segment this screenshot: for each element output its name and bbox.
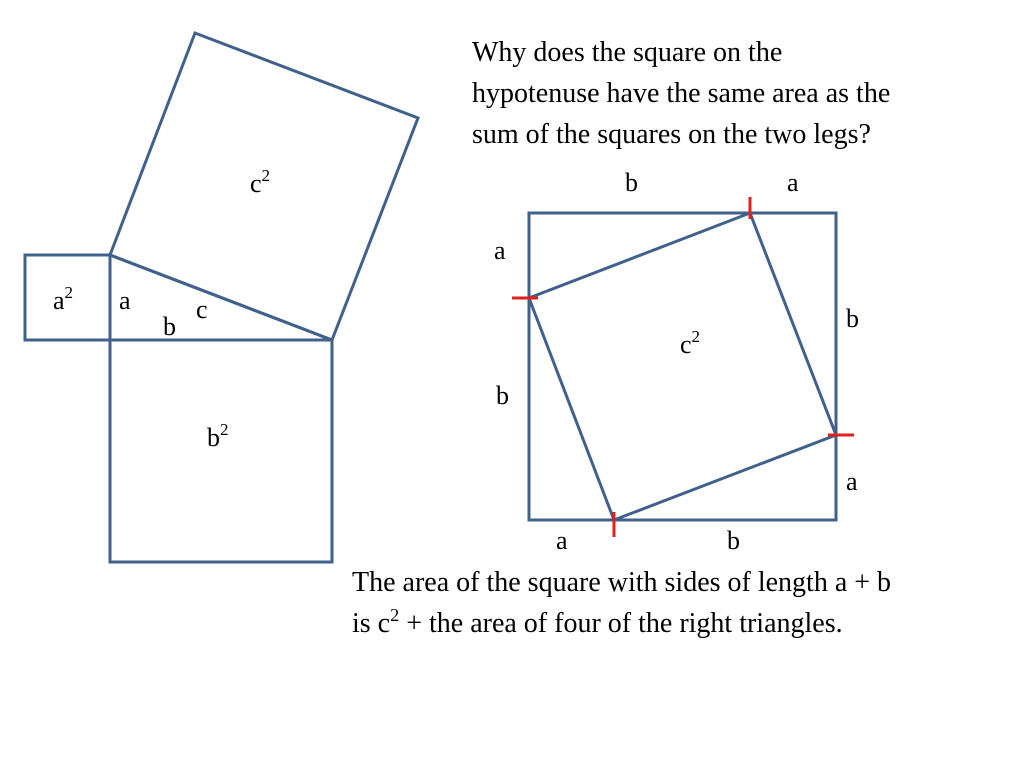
top-a-label: a [787, 168, 799, 197]
question-text [472, 32, 1012, 155]
hypotenuse-label: c [196, 295, 208, 324]
bottom-a-label: a [556, 526, 568, 555]
conclusion-line-2-end: + the area of four of the right triangles. [399, 608, 843, 639]
inner-square-label: $c^2$ [680, 327, 701, 359]
square-b-label: $b^2$ [207, 420, 229, 452]
conclusion-line-2-start: is c [352, 608, 391, 639]
square-c [110, 33, 418, 340]
question-line-2: hypotenuse have the same area as the [472, 78, 891, 109]
conclusion-text [352, 562, 1022, 644]
conclusion-exponent: 2 [390, 605, 400, 626]
left-b-label: b [496, 381, 509, 410]
right-triangle [110, 255, 332, 340]
left-figure [25, 33, 418, 562]
question-line-3: sum of the squares on the two legs? [472, 119, 871, 150]
right-figure [529, 213, 836, 520]
right-b-label: b [846, 304, 859, 333]
leg-a-label: a [119, 286, 131, 315]
square-b [110, 340, 332, 562]
right-a-label: a [846, 467, 858, 496]
top-b-label: b [625, 168, 638, 197]
outer-square [529, 213, 836, 520]
inner-square [529, 213, 836, 520]
bottom-b-label: b [727, 526, 740, 555]
question-line-1: Why does the square on the [472, 37, 783, 68]
square-a-label: $a^2$ [53, 283, 74, 315]
left-a-label: a [494, 236, 506, 265]
division-ticks [512, 197, 854, 537]
conclusion-line-1: The area of the square with sides of length a + b [352, 567, 892, 598]
leg-b-label: b [163, 312, 176, 341]
square-c-label: $c^2$ [250, 166, 271, 198]
left-figure-labels [53, 166, 270, 452]
